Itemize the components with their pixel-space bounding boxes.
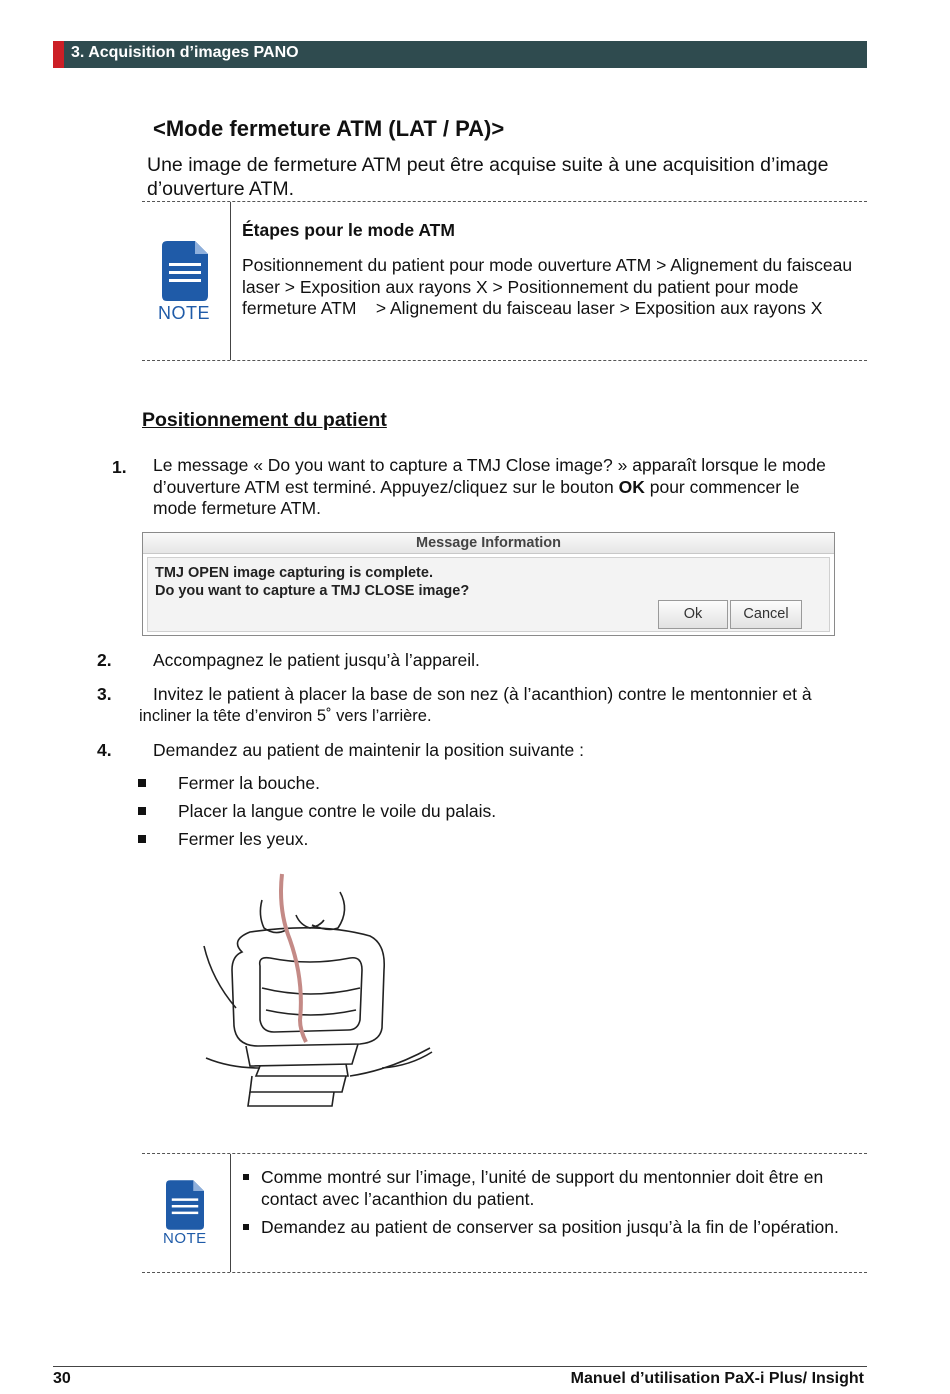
note1-bottom-border xyxy=(142,360,867,361)
note-document-icon xyxy=(162,241,208,301)
section-header-bar xyxy=(53,41,867,68)
positioning-heading: Positionnement du patient xyxy=(142,409,387,431)
footer-title: Manuel d’utilisation PaX-i Plus/ Insight xyxy=(570,1370,864,1387)
bullet-square xyxy=(138,807,146,815)
step-1-text: Le message « Do you want to capture a TMJ Close image? » apparaît lorsque le mode d’ouverture ATM est terminé. Appuyez/cliquez sur le bouton OK pour commencer le mode fermeture ATM. xyxy=(153,455,826,518)
note2-item: Comme montré sur l’image, l’unité de support du mentonnier doit être en contact avec l’acanthion du patient. xyxy=(261,1167,824,1209)
page-number: 30 xyxy=(53,1370,71,1387)
note2-divider xyxy=(230,1154,231,1272)
section-title: 3. Acquisition d’images PANO xyxy=(71,44,299,61)
note2-label: NOTE xyxy=(163,1230,207,1247)
header-accent xyxy=(53,41,64,68)
note2-bottom-border xyxy=(142,1272,867,1273)
step-2-number: 2. xyxy=(97,650,112,670)
intro-text: Une image de fermeture ATM peut être acquise suite à une acquisition d’image d’ouverture ATM. xyxy=(147,154,829,200)
note1-label: NOTE xyxy=(158,303,211,323)
step-4-number: 4. xyxy=(97,740,112,760)
note2-item: Demandez au patient de conserver sa position jusqu’à la fin de l’opération. xyxy=(261,1217,839,1237)
step-4-text: Demandez au patient de maintenir la position suivante : xyxy=(153,740,584,760)
bullet-square xyxy=(138,779,146,787)
dialog-message-line2: Do you want to capture a TMJ CLOSE image? xyxy=(155,583,470,599)
step-3-text-line1: Invitez le patient à placer la base de son nez (à l’acanthion) contre le mentonnier et à xyxy=(153,684,812,704)
step-3-text-line2: incliner la tête d’environ 5˚ vers l’arrière. xyxy=(139,707,432,725)
dialog-title: Message Information xyxy=(143,533,834,554)
step-3-number: 3. xyxy=(97,684,112,704)
mode-heading: <Mode fermeture ATM (LAT / PA)> xyxy=(153,116,505,141)
step-1-number: 1. xyxy=(112,457,127,477)
note2-bullet-square xyxy=(243,1174,249,1180)
note1-divider xyxy=(230,202,231,360)
step-2-text: Accompagnez le patient jusqu’à l’appareil. xyxy=(153,650,480,670)
note2-top-border xyxy=(142,1153,867,1154)
dialog-ok-button[interactable]: Ok xyxy=(658,600,728,629)
dialog-cancel-button[interactable]: Cancel xyxy=(730,600,802,629)
note1-body: Positionnement du patient pour mode ouverture ATM > Alignement du faisceau laser > Exposition aux rayons X > Positionnement du patient pour mode fermeture ATM > Alignement du faisceau laser > Exposition aux rayons X xyxy=(242,255,857,318)
footer-rule xyxy=(53,1366,867,1367)
bullet-item: Fermer les yeux. xyxy=(178,829,309,849)
ok-emphasis: OK xyxy=(618,476,645,497)
note-document-icon xyxy=(166,1180,204,1230)
patient-chin-rest-illustration xyxy=(200,870,440,1115)
note2-bullet-square xyxy=(243,1224,249,1230)
bullet-item: Fermer la bouche. xyxy=(178,773,321,793)
note1-top-border xyxy=(142,201,867,202)
bullet-square xyxy=(138,835,146,843)
dialog-message-line1: TMJ OPEN image capturing is complete. xyxy=(155,565,433,581)
note1-title: Étapes pour le mode ATM xyxy=(242,220,455,240)
bullet-item: Placer la langue contre le voile du palais. xyxy=(178,801,497,821)
